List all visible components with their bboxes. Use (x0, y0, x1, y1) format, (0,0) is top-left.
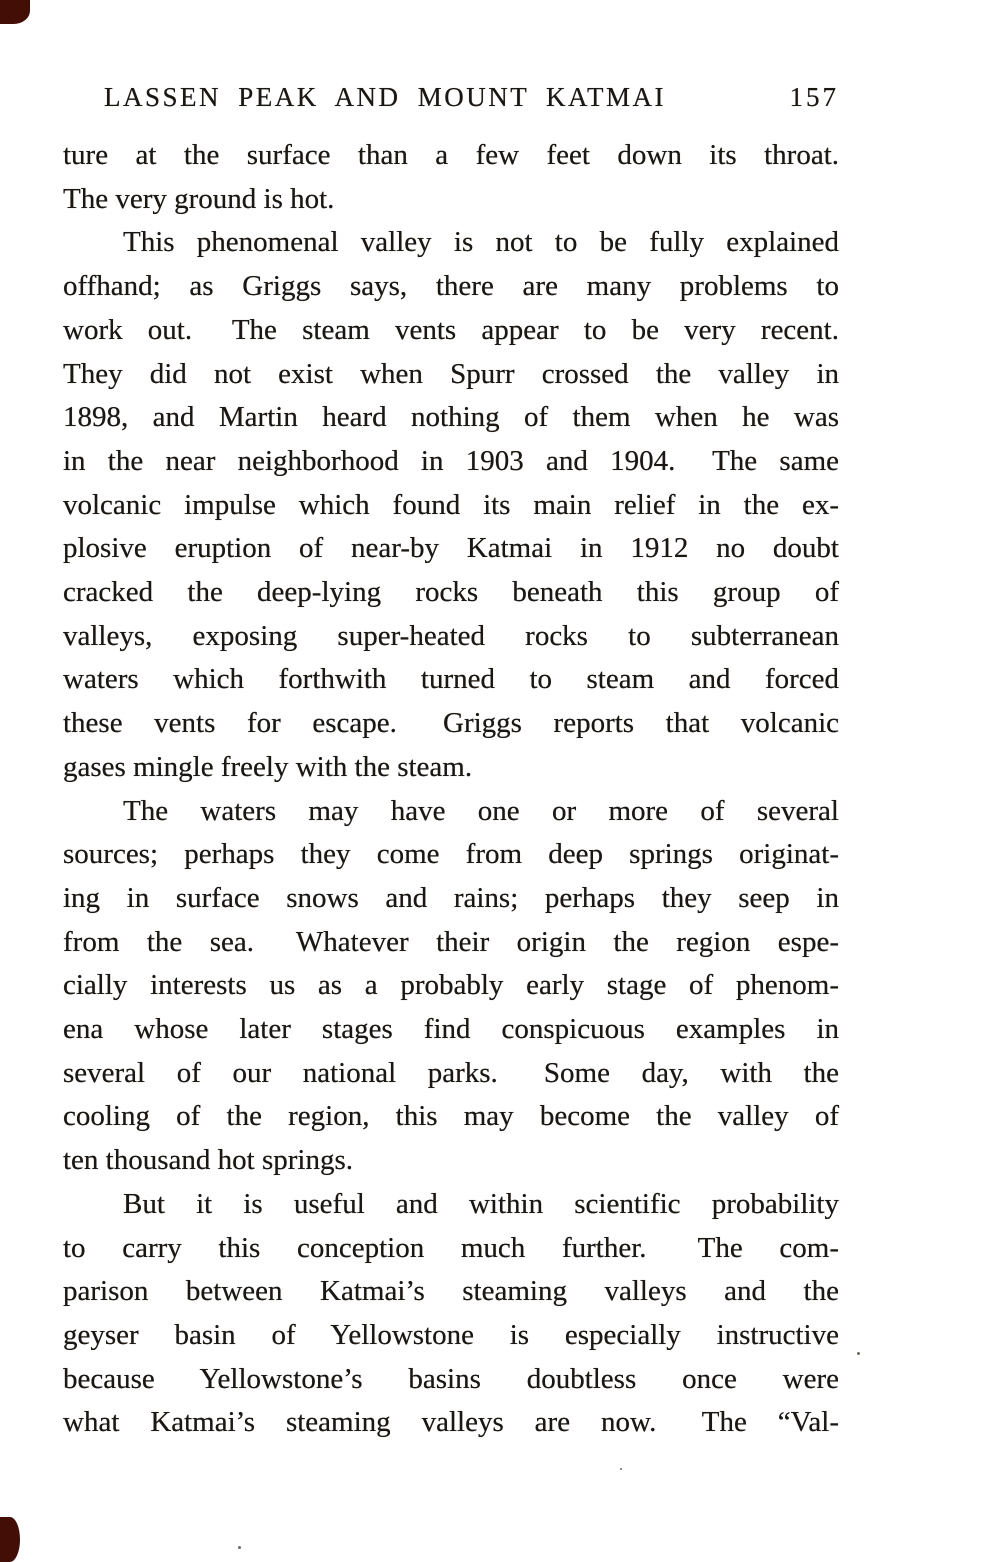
text-line: volcanic impulse which found its main relief in the ex- (63, 488, 839, 521)
text-line: waters which forthwith turned to steam and forced (63, 663, 839, 696)
text-line: several of our national parks. Some day, with the (63, 1056, 839, 1089)
text-line: cially interests us as a probably early stage of phenom- (63, 969, 839, 1002)
text-line: from the sea. Whatever their origin the region espe- (63, 925, 839, 958)
body-text (63, 134, 839, 1445)
text-line: ing in surface snows and rains; perhaps they seep in (63, 881, 839, 914)
scan-speck (857, 1352, 860, 1355)
paragraph (63, 790, 839, 1183)
text-line: geyser basin of Yellowstone is especially instructive (63, 1318, 839, 1351)
running-title: LASSEN PEAK AND MOUNT KATMAI (104, 82, 667, 112)
text-line: They did not exist when Spurr crossed the valley in (63, 357, 839, 390)
page-number: 157 (789, 82, 839, 112)
scan-speck (620, 1468, 622, 1470)
text-line: ture at the surface than a few feet down its throat. (63, 139, 839, 171)
text-line: work out. The steam vents appear to be very recent. (63, 313, 839, 346)
text-line: valleys, exposing super-heated rocks to subterranean (63, 619, 839, 652)
text-column (63, 80, 839, 1445)
scan-artifact-bottom-left (0, 1517, 20, 1562)
text-line: parison between Katmai’s steaming valleys and the (63, 1275, 839, 1308)
text-line: these vents for escape. Griggs reports that volcanic (63, 707, 839, 740)
text-line: offhand; as Griggs says, there are many problems to (63, 270, 839, 303)
paragraph (63, 1183, 839, 1445)
paragraph (63, 221, 839, 789)
text-line: to carry this conception much further. The com- (63, 1231, 839, 1264)
text-line: But it is useful and within scientific probability (123, 1187, 839, 1220)
text-line: gases mingle freely with the steam. (63, 750, 473, 783)
text-line: The waters may have one or more of several (123, 794, 839, 827)
text-line: in the near neighborhood in 1903 and 1904. The same (63, 444, 839, 477)
text-line: what Katmai’s steaming valleys are now. The “Val- (63, 1406, 839, 1439)
text-line: because Yellowstone’s basins doubtless once were (63, 1362, 839, 1395)
text-line: ena whose later stages find conspicuous examples in (63, 1013, 839, 1046)
text-line: cracked the deep-lying rocks beneath this group of (63, 576, 839, 609)
text-line: plosive eruption of near-by Katmai in 1912 no doubt (63, 532, 839, 565)
text-line: 1898, and Martin heard nothing of them when he was (63, 401, 839, 434)
text-line: cooling of the region, this may become the valley of (63, 1100, 839, 1133)
text-line: sources; perhaps they come from deep springs originat- (63, 838, 839, 871)
scan-speck (238, 1546, 241, 1549)
text-line: The very ground is hot. (63, 182, 335, 215)
paragraph (63, 134, 839, 221)
scan-artifact-top-left (0, 0, 30, 24)
text-line: This phenomenal valley is not to be fully explained (123, 226, 839, 259)
page-header (63, 80, 839, 114)
text-line: ten thousand hot springs. (63, 1144, 353, 1177)
